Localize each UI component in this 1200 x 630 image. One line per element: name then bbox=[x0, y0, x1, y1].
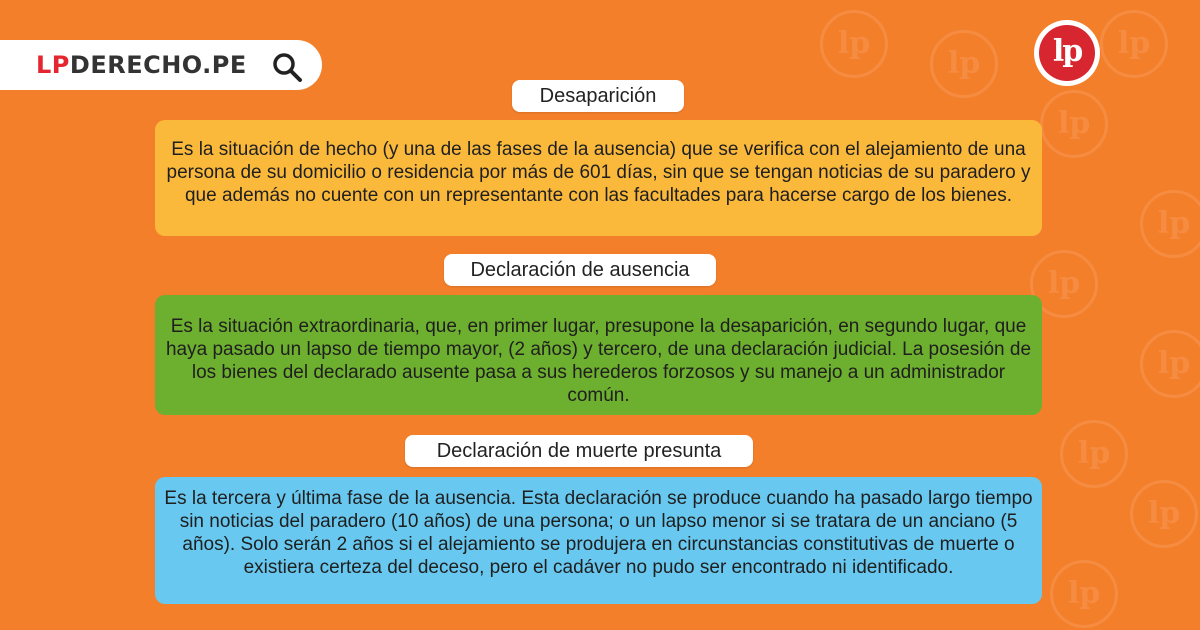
section-body-muerte-presunta: Es la tercera y última fase de la ausencia. Esta declaración se produce cuando ha pasado largo tiempo sin noticias del paradero (10 años) de una persona; o un lapso menor si se tratara de un anciano (5 años). Solo serán 2 años si el alejamiento se produjera en circunstancias constitutivas de muerte o existiera certeza del deceso, pero el cadáver no pudo ser encontrado ni identificado. bbox=[155, 477, 1042, 604]
section-title-declaracion-ausencia: Declaración de ausencia bbox=[444, 254, 716, 286]
section-body-desaparicion: Es la situación de hecho (y una de las fases de la ausencia) que se verifica con el alejamiento de una persona de su domicilio o residencia por más de 601 días, sin que se tengan noticias de su paradero y que además no cuente con un representante con las facultades para hacerse cargo de los bienes. bbox=[155, 120, 1042, 236]
section-title-desaparicion: Desaparición bbox=[512, 80, 684, 112]
pattern-logo: lp bbox=[1140, 330, 1200, 398]
pattern-logo: lp bbox=[1140, 190, 1200, 258]
section-body-declaracion-ausencia: Es la situación extraordinaria, que, en primer lugar, presupone la desaparición, en segundo lugar, que haya pasado un lapso de tiempo mayor, (2 años) y tercero, de una declaración judicial. La posesión de los bienes del declarado ausente pasa a sus herederos forzosos y su manejo a un administrador común. bbox=[155, 295, 1042, 415]
site-logo-bar[interactable] bbox=[0, 40, 322, 90]
pattern-logo: lp bbox=[1030, 250, 1098, 318]
search-icon[interactable] bbox=[270, 50, 304, 84]
lp-badge-logo bbox=[1034, 20, 1100, 86]
pattern-logo: lp bbox=[930, 30, 998, 98]
pattern-logo: lp bbox=[1050, 560, 1118, 628]
pattern-logo: lp bbox=[1130, 480, 1198, 548]
pattern-logo: lp bbox=[1040, 90, 1108, 158]
pattern-logo: lp bbox=[1100, 10, 1168, 78]
logo-lp-text: LP bbox=[36, 51, 70, 79]
logo-domain-text: DERECHO.PE bbox=[69, 51, 247, 79]
site-logo[interactable] bbox=[36, 51, 247, 79]
pattern-logo: lp bbox=[820, 10, 888, 78]
pattern-logo: lp bbox=[1060, 420, 1128, 488]
section-title-muerte-presunta: Declaración de muerte presunta bbox=[405, 435, 753, 467]
lp-badge-text: lp bbox=[1039, 25, 1095, 81]
